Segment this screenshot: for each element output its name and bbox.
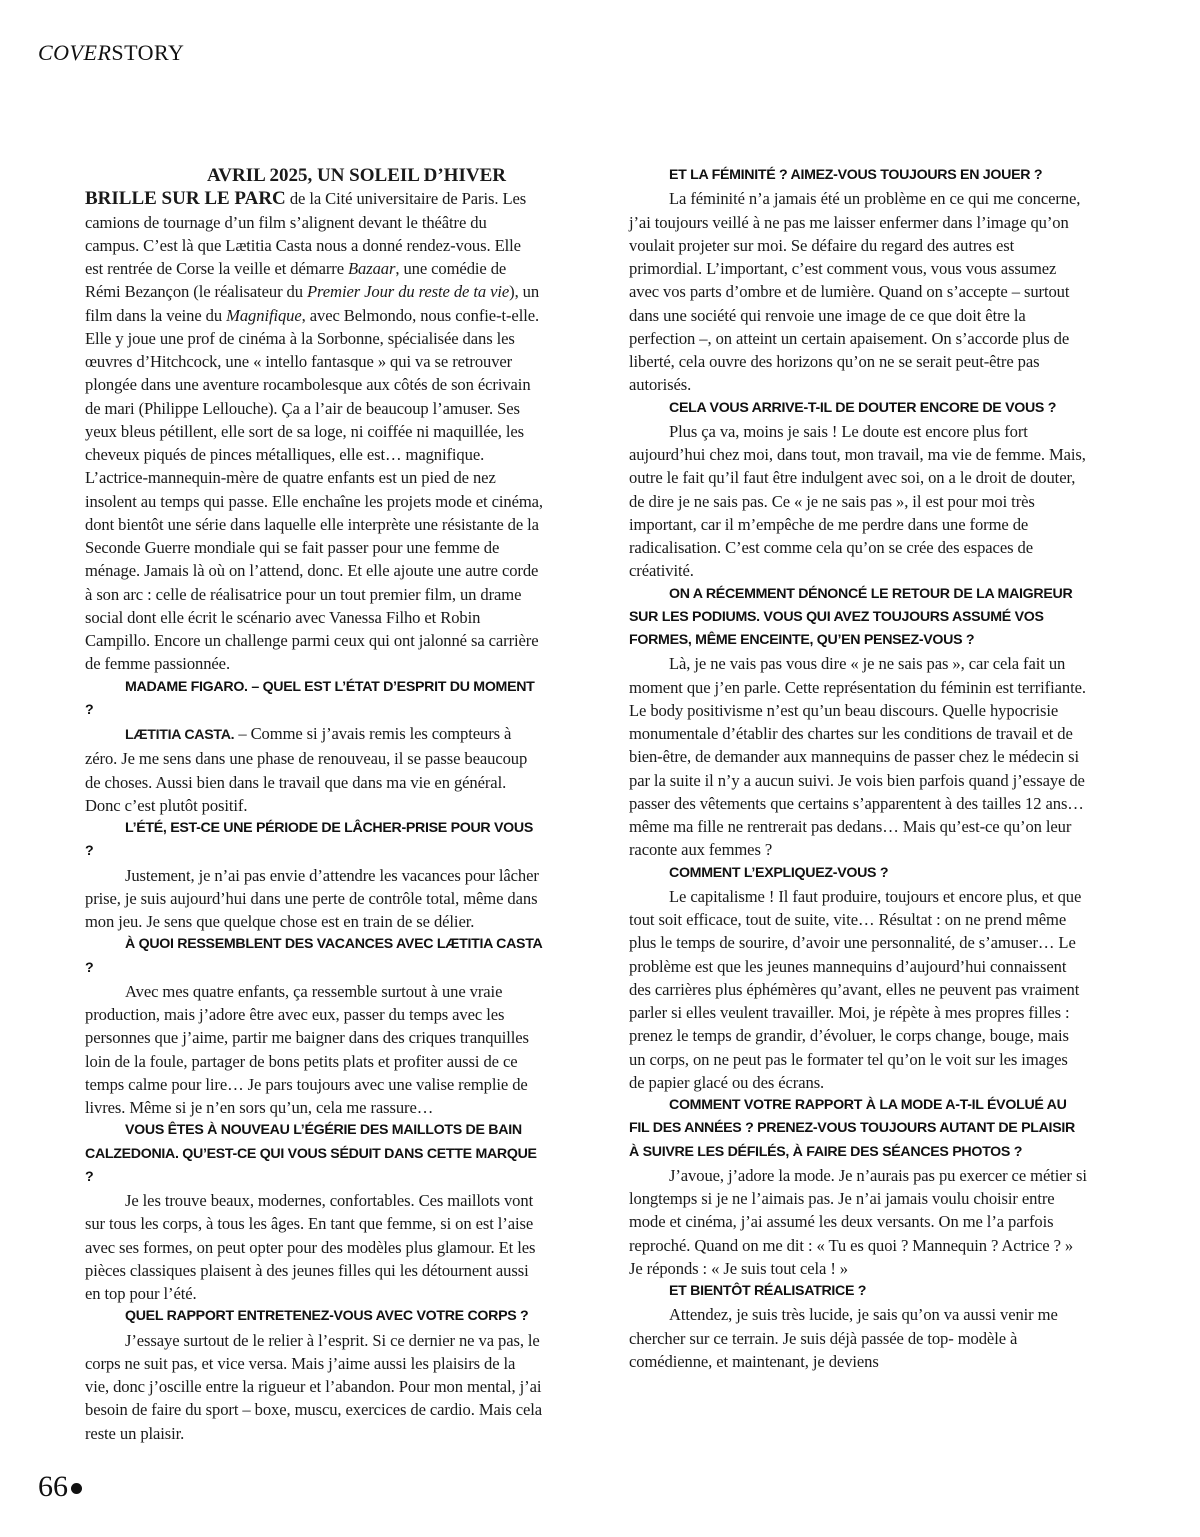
intro-text-b: , une comédie de Rémi Bezançon (le réalisateur du <box>85 259 507 302</box>
intro-paragraph <box>85 187 543 675</box>
question-11: ET BIENTÔT RÉALISATRICE ? <box>669 1283 867 1299</box>
answer-5: J’essaye surtout de le relier à l’esprit. Si ce dernier ne va pas, le corps ne suit pas, et vice versa. Mais j’aime aussi les plaisirs de la vie, donc j’oscille entre la rigueur et l’abandon. Pour mon mental, j’ai besoin de faire du sport – boxe, muscu, exercices de cardio. Mais cela reste un plaisir. <box>85 1330 542 1443</box>
intro-film-reference: Premier Jour du reste de ta vie <box>307 282 510 302</box>
article-column-right <box>629 164 1087 1373</box>
answer-4: Je les trouve beaux, modernes, confortables. Ces maillots vont sur tous les corps, à tous les âges. En tant que femme, si on est l’aise avec ses formes, on peut opter pour des modèles plus glamour. Et les pièces classiques plaisent à des jeunes filles qui les détournent aussi en top pour l’été. <box>85 1191 536 1303</box>
question-7: CELA VOUS ARRIVE-T-IL DE DOUTER ENCORE DE VOUS ? <box>669 399 1057 416</box>
article-column-left <box>85 164 543 1445</box>
intro-film-title: Bazaar <box>348 259 396 278</box>
answer-3: Avec mes quatre enfants, ça ressemble surtout à une vraie production, mais j’adore être avec eux, passer du temps avec les personnes que j’aime, partir me baigner dans des criques tranquilles loin de la foule, partager de bons petits plats et profiter aussi de ce temps calme pour lire… Je pars toujours avec une valise remplie de livres. Même si je n’en sors qu’un, cela me rassure… <box>85 981 529 1117</box>
answer-7: Plus ça va, moins je sais ! Le doute est encore plus fort aujourd’hui chez moi, dans tout, mon travail, ma vie de femme. Mais, outre le fait qu’il faut être indulgent avec soi, on a le droit de douter, de dire je ne sais pas. Ce « je ne sais pas », il est pour moi très important, car il m’empêche de me perdre dans une forme de radicalisation. C’est comme cela qu’on se crée des espaces de créativité. <box>629 421 1086 581</box>
question-5: QUEL RAPPORT ENTRETENEZ-VOUS AVEC VOTRE CORPS ? <box>125 1308 529 1325</box>
intro-text-d: , avec Belmondo, nous confie-t-elle. Elle y joue une prof de cinéma à la Sorbonne, spécialisée dans les œuvres d’Hitchcock, une « intello fantasque » qui va se retrouver plongée dans une aventure rocambolesque aux côtés de son écrivain de mari (Philippe Lellouche). Ça a l’air de beaucoup l’amuser. Ses yeux bleus pétillent, elle sort de sa loge, ni coiffée ni maquillée, les cheveux piqués de pinces métalliques, elle est… magnifique. L’actrice-mannequin-mère de quatre enfants est un pied de nez insolent au temps qui passe. Elle enchaîne les projets mode et cinéma, dont bientôt une série dans laquelle elle interprète une résistante de la Seconde Guerre mondiale qui se fait passer pour une femme de ménage. Jamais là où on l’attend, donc. Et elle ajoute une autre corde à son arc : celle de réalisatrice pour un tout premier film, un drame social dont elle écrit le scénario avec Vanessa Filho et Robin Campillo. Encore un challenge parmi ceux qui ont jalonné sa carrière de femme passionnée. <box>85 305 543 674</box>
intro-film-magnifique: Magnifique <box>226 305 302 325</box>
section-label-story: STORY <box>111 40 185 65</box>
question-3: À QUOI RESSEMBLENT DES VACANCES AVEC LÆTITIA CASTA ? <box>85 936 542 976</box>
question-2: L’ÉTÉ, EST-CE UNE PÉRIODE DE LÂCHER-PRISE POUR VOUS ? <box>85 820 534 860</box>
intro-text-a: de la Cité universitaire de Paris. Les camions de tournage d’un film s’alignent devant le théâtre du campus. C’est là que Lætitia Casta nous a donné rendez-vous. Elle est rentrée de Corse la veille et démarre <box>85 189 527 278</box>
answer-11: Attendez, je suis très lucide, je sais qu’on va aussi venir me chercher sur ce terrain. Je suis déjà passée de top- modèle à comédienne, et maintenant, je deviens <box>629 1305 1058 1371</box>
page-number <box>38 1470 82 1504</box>
bullet-dot-icon <box>71 1483 82 1494</box>
question-6: ET LA FÉMINITÉ ? AIMEZ-VOUS TOUJOURS EN JOUER ? <box>669 167 1043 183</box>
page-number-text: 66 <box>38 1470 68 1503</box>
section-label <box>38 40 184 66</box>
answer-9: Le capitalisme ! Il faut produire, toujours et encore plus, et que tout soit efficace, tout de suite, vite… Résultat : on ne prend même plus le temps de sourire, d’avoir une personnalité, de s’amuser… Le problème est que les jeunes mannequins d’aujourd’hui connaissent des carrières plus éphémères qu’avant, elles ne peuvent pas vraiment parler si elles veulent travailler. Moi, je répète à mes propres filles : prenez le temps de grandir, d’évoluer, le corps change, bouge, mais un corps, on ne peut pas le formater tel qu’on le voit sur les images de papier glacé ou des écrans. <box>629 886 1082 1092</box>
question-1: MADAME FIGARO. – QUEL EST L’ÉTAT D’ESPRIT DU MOMENT ? <box>85 678 535 718</box>
answer-8: Là, je ne vais pas vous dire « je ne sais pas », car cela fait un moment que j’en parle. Cette représentation du féminin est terrifiante. Le body positivisme n’est qu’un beau discours. Quelle hypocrisie monumentale d’établir des chartes sur les conditions de travail et de bien-être, de demander aux mannequins de passer chez le médecin si par la suite il n’y a aucun suivi. Je vois bien parfois quand j’essaye de passer des vêtements que certains s’apparentent à des tailles 12 ans… même ma fille ne rentrerait pas dedans… Mais qu’est-ce qu’on leur raconte aux femmes ? <box>629 654 1086 860</box>
question-10: COMMENT VOTRE RAPPORT À LA MODE A-T-IL ÉVOLUÉ AU FIL DES ANNÉES ? PRENEZ-VOUS TOUJOURS AUTANT DE PLAISIR À SUIVRE LES DÉFILÉS, À FAIRE DES SÉANCES PHOTOS ? <box>629 1097 1075 1160</box>
answer-10: J’avoue, j’adore la mode. Je n’aurais pas pu exercer ce métier si longtemps si je ne l’aimais pas. Je n’ai jamais voulu choisir entre mode et cinéma, j’ai assumé les deux versants. On me l’a parfois reproché. Quand on me dit : « Tu es quoi ? Mannequin ? Actrice ? » Je réponds : « Je suis tout cela ! » <box>629 1165 1087 1278</box>
lead-line-1: AVRIL 2025, UN SOLEIL D’HIVER <box>207 165 506 186</box>
lead-line-2: BRILLE SUR LE PARC <box>85 188 286 210</box>
section-label-cover: COVER <box>38 40 112 65</box>
intro-text-c: ), un film dans la veine du <box>85 282 540 325</box>
answer-1-text: – Comme si j’avais remis les compteurs à zéro. Je me sens dans une phase de renouveau, il se passe beaucoup de choses. Aussi bien dans le travail que dans ma vie en général. Donc c’est plutôt positif. <box>85 724 528 815</box>
question-4: VOUS ÊTES À NOUVEAU L’ÉGÉRIE DES MAILLOTS DE BAIN CALZEDONIA. QU’EST-CE QUI VOUS SÉDUIT DANS CETTE MARQUE ? <box>85 1122 537 1185</box>
question-9: COMMENT L’EXPLIQUEZ-VOUS ? <box>669 864 889 881</box>
answer-2: Justement, je n’ai pas envie d’attendre les vacances pour lâcher prise, je suis aujourd’hui dans une perte de contrôle total, même dans mon jeu. Je sens que quelque chose est en train de se délier. <box>85 865 539 931</box>
answer-1 <box>85 722 543 817</box>
question-8: ON A RÉCEMMENT DÉNONCÉ LE RETOUR DE LA MAIGREUR SUR LES PODIUMS. VOUS QUI AVEZ TOUJOURS ASSUMÉ VOS FORMES, MÊME ENCEINTE, QU’EN PENSEZ-VOUS ? <box>629 585 1073 648</box>
speaker-name: LÆTITIA CASTA. <box>125 727 235 743</box>
answer-6: La féminité n’a jamais été un problème en ce qui me concerne, j’ai toujours veillé à ne pas me laisser enfermer dans l’image qu’on voulait projeter sur moi. Se défaire du regard des autres est primordial. L’important, c’est comment vous, vous vous assumez avec vos parts d’ombre et de lumière. Quand on s’accepte – surtout dans une société qui renvoie une image de ce que doit être la perfection –, on atteint un certain apaisement. On s’accorde plus de liberté, cela ouvre des horizons qu’on ne se serait peut-être pas autorisés. <box>629 189 1081 395</box>
